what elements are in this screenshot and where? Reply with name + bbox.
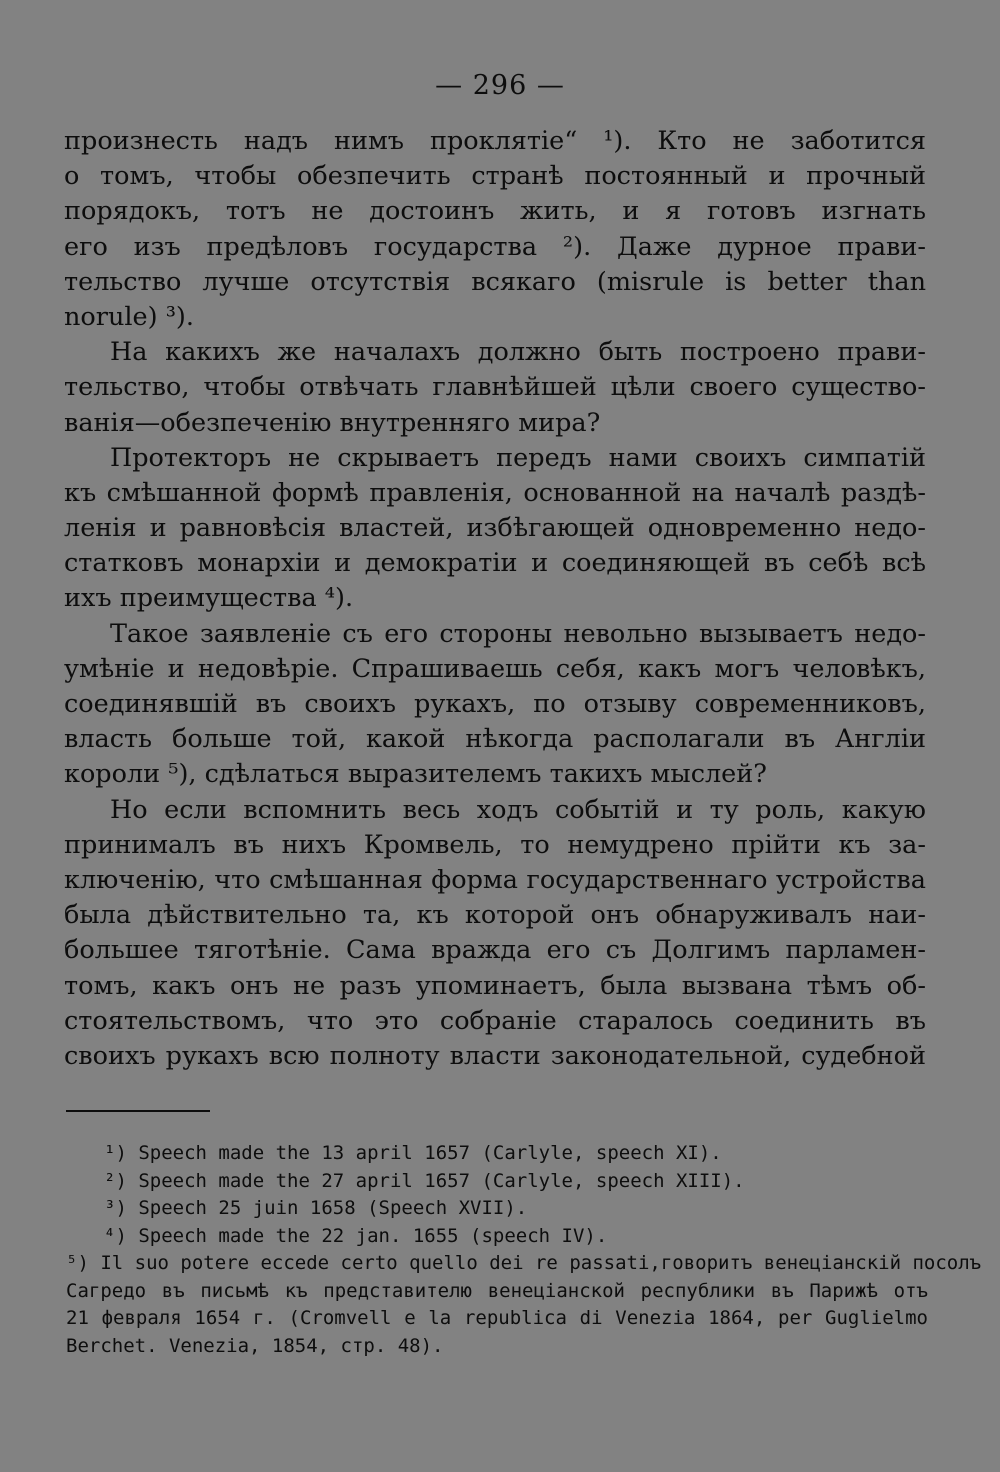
text-line: своихъ рукахъ всю полноту власти законодательной, судебной	[64, 1040, 926, 1071]
text-line: порядокъ, тотъ не достоинъ жить, и я готовъ изгнать	[64, 196, 926, 227]
text-line: Протекторъ не скрываетъ передъ нами своихъ симпатій	[110, 442, 926, 473]
footnote-5-line-4: Berchet. Venezia, 1854, стр. 48).	[66, 1334, 444, 1357]
text-line: norule) ³).	[64, 301, 194, 332]
text-line: была дѣйствительно та, къ которой онъ обнаруживалъ наи-	[64, 900, 926, 931]
text-line: тельство, чтобы отвѣчать главнѣйшей цѣли своего существо-	[64, 372, 926, 403]
text-line: умѣніе и недовѣріе. Спрашиваешь себя, какъ могъ человѣкъ,	[64, 653, 926, 684]
text-line: ихъ преимущества ⁴).	[64, 583, 354, 614]
text-line: ленія и равновѣсія властей, избѣгающей одновременно недо-	[64, 513, 926, 544]
text-line: томъ, какъ онъ не разъ упоминаетъ, была вызвана тѣмъ об-	[64, 970, 926, 1001]
footnote-4: ⁴) Speech made the 22 jan. 1655 (speech IV).	[104, 1224, 608, 1247]
paragraph-2	[64, 335, 926, 441]
text-line: къ смѣшанной формѣ правленія, основанной на началѣ раздѣ-	[64, 477, 926, 508]
text-line: власть больше той, какой нѣкогда располагали въ Англіи	[64, 724, 926, 755]
text-line: тельство лучше отсутствія всякаго (misrule is better than	[64, 266, 926, 297]
text-line: ключенію, что смѣшанная форма государственнаго устройства	[64, 864, 926, 895]
text-line: статковъ монархіи и демократіи и соединяющей въ себѣ всѣ	[64, 548, 926, 579]
text-line: произнесть надъ нимъ проклятіе“ ¹). Кто не заботится	[64, 126, 926, 156]
text-line: стоятельствомъ, что это собраніе старалось соединить въ	[64, 1005, 926, 1036]
footnote-5-line-1: ⁵) Il suo potere eccede certo quello dei re passati,говоритъ венеціанскій посолъ	[66, 1252, 982, 1274]
paragraph-1	[64, 124, 926, 335]
text-line: большее тяготѣніе. Сама вражда его съ Долгимъ парламен-	[64, 935, 926, 966]
text-line: На какихъ же началахъ должно быть построено прави-	[110, 337, 926, 368]
footnote-5-line-3: 21 февраля 1654 г. (Cromvell e la republica di Venezia 1864, per Guglielmo	[66, 1307, 928, 1329]
text-line: короли ⁵), сдѣлаться выразителемъ такихъ мыслей?	[64, 759, 767, 790]
text-line: Но если вспомнить весь ходъ событій и ту роль, какую	[110, 794, 926, 825]
body-text	[64, 124, 926, 1074]
footnote-separator	[66, 1110, 210, 1112]
footnote-2: ²) Speech made the 27 april 1657 (Carlyle, speech XIII).	[104, 1169, 745, 1192]
footnotes	[66, 1140, 982, 1360]
page-number: — 296 —	[435, 70, 565, 101]
paragraph-5	[64, 793, 926, 1075]
footnote-5-line-2: Сагредо въ письмѣ къ представителю венеціанской республики въ Парижѣ отъ	[66, 1279, 928, 1302]
footnote-3: ³) Speech 25 juin 1658 (Speech XVII).	[104, 1197, 528, 1219]
text-line: его изъ предѣловъ государства ²). Даже дурное прави-	[64, 231, 926, 262]
text-line: соединявшій въ своихъ рукахъ, по отзыву современниковъ,	[64, 689, 926, 719]
text-line: Такое заявленіе съ его стороны невольно вызываетъ недо-	[110, 618, 926, 649]
text-line: принималъ въ нихъ Кромвель, то немудрено прійти къ за-	[64, 829, 926, 860]
text-line: о томъ, чтобы обезпечить странѣ постоянный и прочный	[64, 161, 926, 192]
paragraph-3	[64, 441, 926, 617]
text-line: ванія—обезпеченію внутренняго мира?	[64, 407, 601, 438]
footnote-1: ¹) Speech made the 13 april 1657 (Carlyle, speech XI).	[104, 1142, 722, 1164]
paragraph-4	[64, 617, 926, 793]
